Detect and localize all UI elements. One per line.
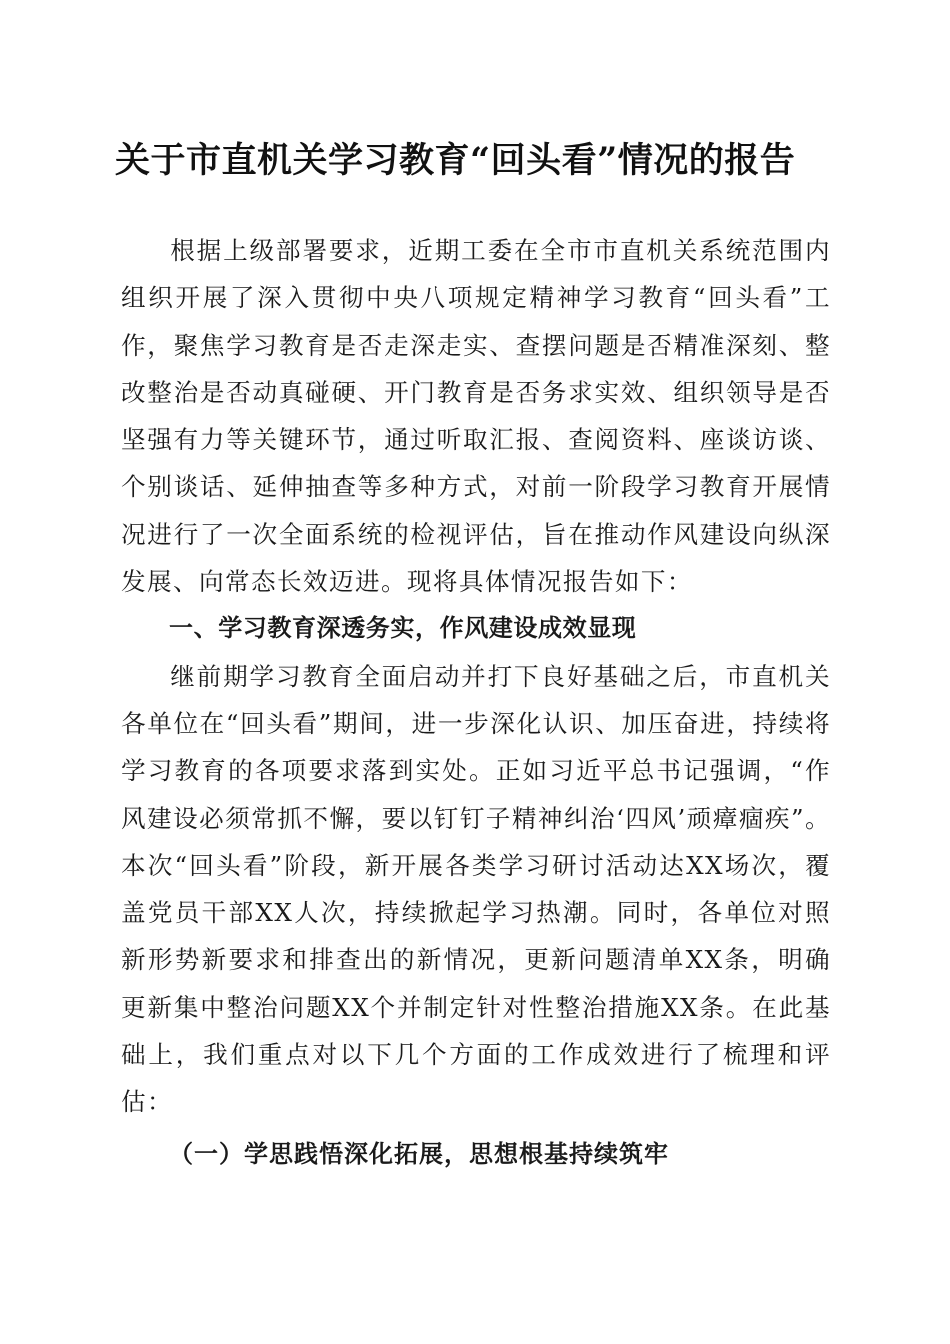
document-title: 关于市直机关学习教育“回头看”情况的报告: [115, 140, 796, 181]
document-body: [121, 227, 831, 1177]
subsection-heading-1: （一）学思践悟深化拓展，思想根基持续筑牢: [169, 1138, 669, 1168]
section-heading-1: 一、学习教育深透务实，作风建设成效显现: [169, 614, 637, 643]
section-1-paragraph: 继前期学习教育全面启动并打下良好基础之后，市直机关各单位在“回头看”期间，进一步深化认识、加压奋进，持续将学习教育的各项要求落到实处。正如习近平总书记强调，“作风建设必须常抓不懈，要以钉钉子精神纠治‘四风’顽瘴痼疾”。本次“回头看”阶段，新开展各类学习研讨活动达XX场次，覆盖党员干部XX人次，持续掀起学习热潮。同时，各单位对照新形势新要求和排查出的新情况，更新问题清单XX条，明确更新集中整治问题XX个并制定针对性整治措施XX条。在此基础上，我们重点对以下几个方面的工作成效进行了梳理和评估：: [121, 661, 831, 1117]
intro-paragraph: 根据上级部署要求，近期工委在全市市直机关系统范围内组织开展了深入贯彻中央八项规定精神学习教育“回头看”工作，聚焦学习教育是否走深走实、查摆问题是否精准深刻、整改整治是否动真碰硬、开门教育是否务求实效、组织领导是否坚强有力等关键环节，通过听取汇报、查阅资料、座谈访谈、个别谈话、延伸抽查等多种方式，对前一阶段学习教育开展情况进行了一次全面系统的检视评估，旨在推动作风建设向纵深发展、向常态长效迈进。现将具体情况报告如下：: [121, 236, 831, 597]
